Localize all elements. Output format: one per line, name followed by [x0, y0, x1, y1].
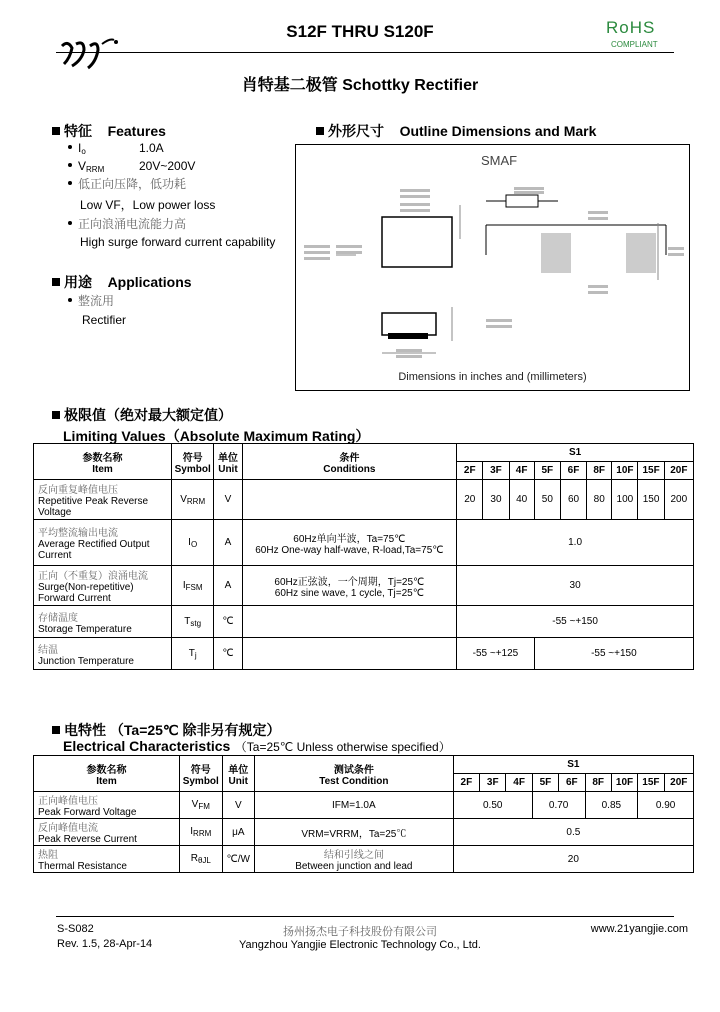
part-cell: 5F — [534, 462, 560, 480]
part-cell: 8F — [587, 462, 612, 480]
application-cn: 整流用 — [68, 292, 114, 310]
table-row — [34, 846, 694, 873]
symbol-cell: $V_{RRM}$ — [172, 480, 214, 520]
table-row — [34, 566, 694, 606]
col-conditions: 条件 Conditions — [242, 444, 457, 480]
unit-cell: V — [214, 480, 242, 520]
outline-heading: 外形尺寸 Outline Dimensions and Mark — [316, 121, 596, 141]
condition-cell — [242, 606, 457, 638]
part-cell: 2F — [453, 774, 479, 792]
doc-number: S-S082 — [57, 923, 94, 935]
unit-cell: ℃ — [214, 638, 242, 670]
col-unit: 单位 Unit — [214, 444, 242, 480]
header-divider — [56, 52, 674, 53]
value-cell: 150 — [638, 480, 664, 520]
value-cell: 20 — [457, 480, 483, 520]
limiting-values-table — [33, 443, 694, 670]
feature-io-value: 1.0A — [139, 141, 164, 155]
part-cell: 10F — [612, 462, 638, 480]
bullet-icon — [68, 221, 72, 225]
table-row — [34, 480, 694, 520]
rohs-compliant: COMPLIANT — [611, 40, 658, 49]
subtitle-en: Schottky Rectifier — [342, 77, 479, 94]
part-cell: 10F — [611, 774, 637, 792]
feature-io: $I_o$ — [68, 139, 86, 161]
col-symbol: 符号 Symbol — [179, 756, 222, 792]
rohs-mark: RoHS — [606, 18, 656, 37]
symbol-cell: $T_{stg}$ — [172, 606, 214, 638]
application-en: Rectifier — [82, 313, 127, 327]
item-cell: 正向峰值电压 Peak Forward Voltage — [34, 792, 180, 819]
col-group: S1 — [453, 756, 693, 774]
unit-cell: V — [222, 792, 254, 819]
unit-cell: ℃/W — [222, 846, 254, 873]
unit-cell: A — [214, 566, 242, 606]
applications-heading: 用途 Applications — [52, 272, 192, 292]
outline-drawing — [296, 145, 689, 390]
outline-drawing-box — [295, 144, 690, 391]
condition-cell: 60Hz单向半波，Ta=75℃ 60Hz One-way half-wave, R-load,Ta=75℃ — [242, 520, 457, 566]
value-cell: -55 ~+150 — [534, 638, 693, 670]
square-bullet-icon — [52, 411, 60, 419]
value-cell: 0.5 — [453, 819, 693, 846]
features-heading: 特征 Features — [52, 121, 166, 141]
bullet-icon — [68, 181, 72, 185]
value-cell: 60 — [560, 480, 586, 520]
condition-cell: IFM=1.0A — [255, 792, 454, 819]
unit-cell: μA — [222, 819, 254, 846]
item-cell: 结温 Junction Temperature — [34, 638, 172, 670]
part-cell: 3F — [480, 774, 506, 792]
condition-cell — [242, 480, 457, 520]
bullet-icon — [68, 145, 72, 149]
condition-cell: 60Hz正弦波，一个周期，Tj=25℃ 60Hz sine wave, 1 cycle, Tj=25℃ — [242, 566, 457, 606]
table-row — [34, 606, 694, 638]
electrical-heading-en: Electrical Characteristics （Ta=25℃ Unless otherwise specified） — [63, 738, 451, 754]
bullet-icon — [68, 163, 72, 167]
value-cell: 200 — [664, 480, 693, 520]
part-cell: 20F — [664, 462, 693, 480]
part-cell: 5F — [532, 774, 558, 792]
value-cell: 100 — [612, 480, 638, 520]
condition-cell: 结和引线之间 Between junction and lead — [255, 846, 454, 873]
part-cell: 4F — [509, 462, 534, 480]
item-cell: 反向重复峰值电压 Repetitive Peak Reverse Voltage — [34, 480, 172, 520]
table-row — [34, 520, 694, 566]
electrical-header-row — [34, 756, 694, 774]
symbol-cell: $R_{\theta JL}$ — [179, 846, 222, 873]
website-link[interactable]: www.21yangjie.com — [590, 923, 688, 935]
value-cell: 0.70 — [532, 792, 585, 819]
item-cell: 存储温度 Storage Temperature — [34, 606, 172, 638]
item-cell: 反向峰值电流 Peak Reverse Current — [34, 819, 180, 846]
company-name-cn: 扬州扬杰电子科技股份有限公司 — [283, 926, 437, 938]
value-cell: 1.0 — [457, 520, 694, 566]
part-cell: 2F — [457, 462, 483, 480]
part-cell: 20F — [664, 774, 693, 792]
value-cell: 80 — [587, 480, 612, 520]
footer-divider — [56, 916, 674, 917]
symbol-cell: $I_{FSM}$ — [172, 566, 214, 606]
dimension-note: Dimensions in inches and (millimeters) — [398, 371, 587, 383]
square-bullet-icon — [52, 726, 60, 734]
part-cell: 6F — [560, 462, 586, 480]
col-item: 参数名称 Item — [34, 444, 172, 480]
unit-cell: ℃ — [214, 606, 242, 638]
feature-surge-cn: 正向浪涌电流能力高 — [68, 215, 186, 233]
value-cell: 40 — [509, 480, 534, 520]
feature-lowvf-en: Low VF，Low power loss — [80, 198, 216, 212]
symbol-cell: $T_j$ — [172, 638, 214, 670]
col-symbol: 符号 Symbol — [172, 444, 214, 480]
feature-lowvf-cn: 低正向压降，低功耗 — [68, 175, 186, 193]
symbol-cell: $I_O$ — [172, 520, 214, 566]
square-bullet-icon — [316, 127, 324, 135]
value-cell: 50 — [534, 480, 560, 520]
feature-vrrm-value: 20V~200V — [139, 159, 196, 173]
item-cell: 正向（不重复）浪涌电流 Surge(Non-repetitive) Forward Current — [34, 566, 172, 606]
value-cell: -55 ~+125 — [457, 638, 535, 670]
value-cell: 20 — [453, 846, 693, 873]
table-row — [34, 792, 694, 819]
square-bullet-icon — [52, 278, 60, 286]
condition-cell — [242, 638, 457, 670]
col-conditions: 测试条件 Test Condition — [255, 756, 454, 792]
page-title: S12F THRU S120F — [286, 22, 434, 41]
package-name: SMAF — [481, 153, 518, 168]
col-item: 参数名称 Item — [34, 756, 180, 792]
part-cell: 15F — [638, 774, 664, 792]
condition-cell: VRM=VRRM，Ta=25℃ — [255, 819, 454, 846]
electrical-heading-cn: 电特性 （Ta=25℃ 除非另有规定） — [52, 720, 281, 740]
feature-vrrm: $V_{RRM}$ — [68, 157, 104, 179]
limiting-header-row — [34, 444, 694, 462]
col-group: S1 — [457, 444, 694, 462]
unit-cell: A — [214, 520, 242, 566]
part-cell: 8F — [585, 774, 611, 792]
limiting-heading-cn: 极限值（绝对最大额定值） — [52, 405, 232, 425]
symbol-cell: $I_{RRM}$ — [179, 819, 222, 846]
value-cell: 0.90 — [638, 792, 694, 819]
page-subtitle — [0, 72, 720, 95]
electrical-table — [33, 755, 694, 873]
item-cell: 平均整流输出电流 Average Rectified Output Current — [34, 520, 172, 566]
table-row — [34, 638, 694, 670]
part-cell: 6F — [559, 774, 585, 792]
part-cell: 3F — [483, 462, 509, 480]
subtitle-cn: 肖特基二极管 — [241, 77, 338, 94]
feature-surge-en: High surge forward current capability — [80, 235, 276, 249]
part-cell: 4F — [506, 774, 532, 792]
revision: Rev. 1.5, 28-Apr-14 — [57, 938, 153, 950]
item-cell: 热阻 Thermal Resistance — [34, 846, 180, 873]
value-cell: 0.85 — [585, 792, 638, 819]
value-cell: -55 ~+150 — [457, 606, 694, 638]
col-unit: 单位 Unit — [222, 756, 254, 792]
part-cell: 15F — [638, 462, 664, 480]
value-cell: 30 — [483, 480, 509, 520]
table-row — [34, 819, 694, 846]
symbol-cell: $V_{FM}$ — [179, 792, 222, 819]
bullet-icon — [68, 298, 72, 302]
limiting-heading-en: Limiting Values（Absolute Maximum Rating） — [63, 428, 370, 444]
value-cell: 30 — [457, 566, 694, 606]
value-cell: 0.50 — [453, 792, 532, 819]
square-bullet-icon — [52, 127, 60, 135]
company-name-en: Yangzhou Yangjie Electronic Technology Co., Ltd. — [239, 939, 481, 951]
